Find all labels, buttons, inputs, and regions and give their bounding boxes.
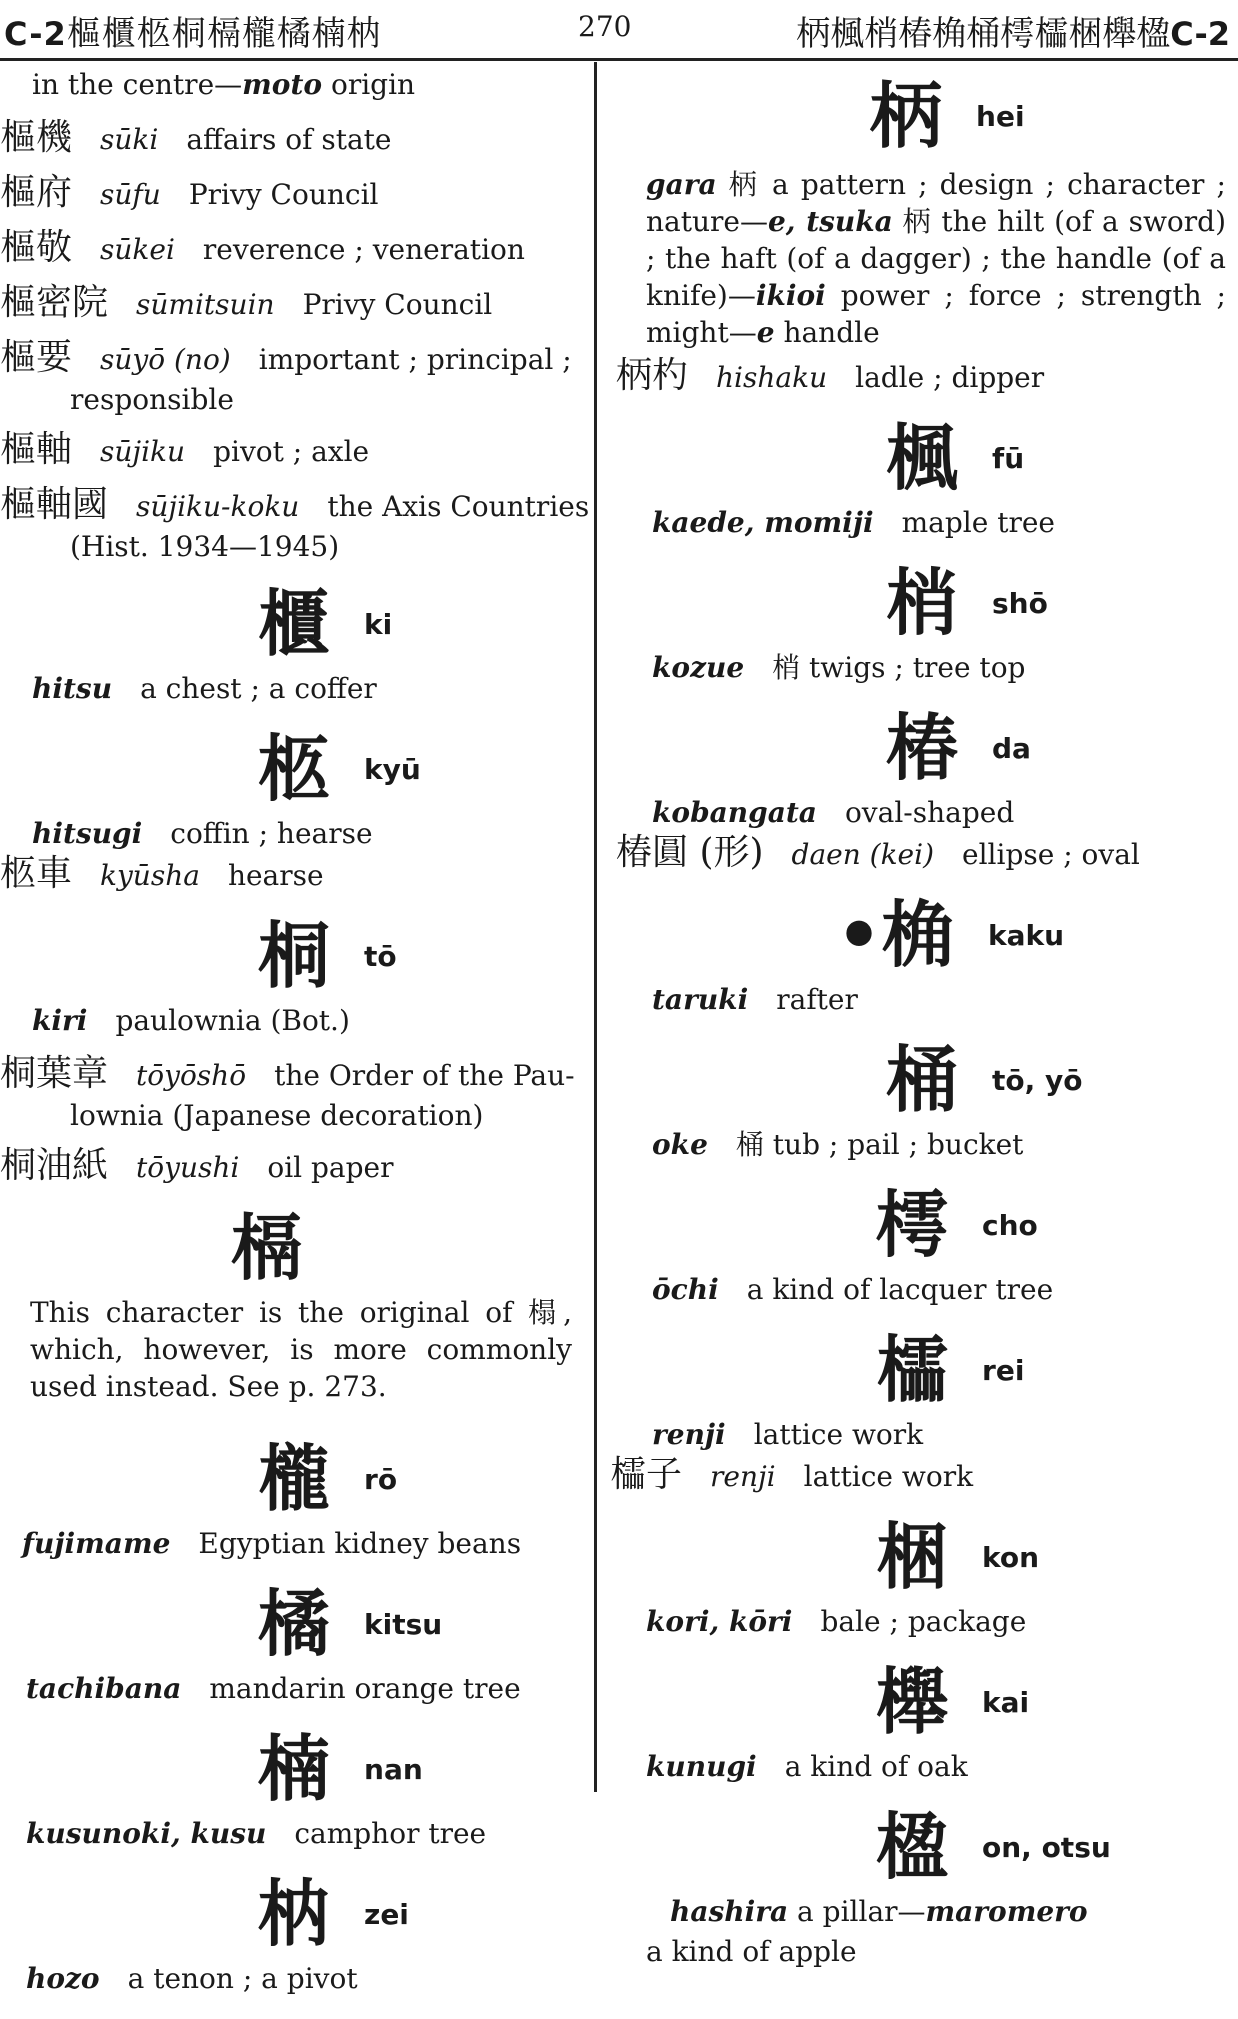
head-kanji: 梱: [876, 1514, 949, 1599]
definition-text: power ; force ; strength ; might—: [646, 279, 1226, 349]
column-divider: [594, 62, 597, 1792]
entry-head-to: [0, 910, 584, 1002]
compound-kanji: 樞軸國: [0, 484, 109, 525]
definition-headword: kori, kōri: [646, 1605, 793, 1638]
entry-head-kai: [610, 1656, 1230, 1748]
definition: [0, 670, 584, 708]
head-kanji: 槅: [230, 1205, 303, 1290]
compound-reading: sūki: [100, 123, 159, 156]
definition: [610, 1271, 1230, 1309]
compound-meaning: hearse: [227, 859, 324, 892]
compound-reading: sūyō (no): [100, 343, 231, 376]
definition: [610, 1748, 1230, 1786]
head-kanji: 楠: [258, 1726, 331, 1811]
definition-text: mandarin orange tree: [209, 1672, 521, 1705]
definition: [610, 981, 1230, 1019]
compound-kanji: 桐葉章: [0, 1053, 109, 1094]
compound-reading: sūfu: [100, 178, 161, 211]
definition-text: a pillar—: [788, 1895, 926, 1928]
head-kanji: 枘: [258, 1871, 331, 1956]
definition: [610, 1603, 1230, 1641]
compound-kanji: 柩車: [0, 853, 73, 894]
definition: [610, 794, 1230, 832]
definition-text: paulownia (Bot.): [115, 1004, 350, 1037]
definition: [0, 815, 584, 853]
compound-reading: sūmitsuin: [136, 288, 275, 321]
definition-headword: maromero: [925, 1895, 1088, 1928]
compound-entry: [610, 357, 1230, 397]
compound-kanji: 樞敬: [0, 227, 73, 268]
head-kanji: 橘: [258, 1581, 331, 1666]
entry-head-kaku: [610, 889, 1230, 981]
compound-kanji: 樞密院: [0, 282, 109, 323]
page-header: [0, 0, 1238, 61]
compound-entry: [0, 339, 584, 379]
head-reading: kaku: [988, 918, 1065, 952]
header-left-code: C-2: [4, 15, 67, 53]
head-kanji: 椿: [886, 705, 959, 790]
head-reading: hei: [976, 99, 1025, 133]
compound-entry: [0, 855, 584, 895]
definition-headword: tachibana: [26, 1672, 182, 1705]
definition: [610, 1416, 1230, 1454]
head-kanji: 梢: [886, 560, 959, 645]
definition-headword: gara: [646, 168, 717, 201]
compound-reading: sūkei: [100, 233, 175, 266]
compound-entry: [0, 119, 584, 159]
head-kanji: 櫃: [258, 581, 331, 666]
compound-reading: tōyōshō: [136, 1059, 247, 1092]
compound-kanji: 櫺子: [610, 1454, 683, 1495]
compound-reading: sūjiku-koku: [136, 490, 300, 523]
compound-meaning: pivot ; axle: [213, 435, 370, 468]
compound-meaning: the Axis Countries: [327, 490, 590, 523]
definition-headword: ōchi: [652, 1273, 719, 1306]
intro-headword: moto: [242, 68, 323, 101]
compound-meaning: important ; principal ;: [258, 343, 572, 376]
head-reading: da: [992, 731, 1031, 765]
compound-reading: kyūsha: [100, 859, 200, 892]
compound-kanji: 桐油紙: [0, 1145, 109, 1186]
head-kanji: 櫸: [876, 1659, 949, 1744]
head-reading: tō, yō: [992, 1063, 1083, 1097]
definition: [0, 1525, 584, 1563]
compound-kanji: 椿圓 (形): [616, 832, 764, 873]
compound-meaning: affairs of state: [186, 123, 392, 156]
head-reading: kyū: [364, 752, 421, 786]
definition-text: 桶 tub ; pail ; bucket: [735, 1128, 1024, 1161]
definition-text: maple tree: [901, 506, 1055, 539]
definition-headword: taruki: [652, 983, 749, 1016]
compound-meaning: reverence ; veneration: [202, 233, 525, 266]
head-reading: nan: [364, 1752, 423, 1786]
entry-head-cho: [610, 1179, 1230, 1271]
entry-head-nan: [0, 1723, 584, 1815]
definition-headword: hashira: [670, 1895, 789, 1928]
compound-entry: [0, 484, 590, 526]
left-column: [0, 66, 590, 2013]
definition: [0, 1815, 584, 1853]
entry-head-orig: [0, 1202, 584, 1294]
compound-meaning: oil paper: [267, 1151, 394, 1184]
definition-text: oval-shaped: [844, 796, 1015, 829]
compound-meaning: ladle ; dipper: [855, 361, 1045, 394]
definition-headword: kaede, momiji: [652, 506, 874, 539]
compound-kanji: 樞要: [0, 337, 73, 378]
head-kanji: •桷: [836, 892, 955, 977]
definition-text: Egyptian kidney beans: [198, 1527, 522, 1560]
definition-text: a kind of lacquer tree: [746, 1273, 1054, 1306]
definition: [0, 1960, 584, 1998]
compound-entry: [0, 1147, 584, 1187]
compound-continuation: responsible: [70, 383, 234, 416]
definition-continuation: a kind of apple: [646, 1935, 857, 1968]
entry-head-tokyo: [610, 1034, 1230, 1126]
definition: [0, 1670, 584, 1708]
definition-block: [610, 166, 1230, 351]
right-column: [610, 66, 1230, 1986]
head-kanji: 柩: [258, 726, 331, 811]
head-kanji: 櫺: [876, 1327, 949, 1412]
compound-meaning: Privy Council: [188, 178, 379, 211]
compound-continuation: (Hist. 1934—1945): [70, 530, 340, 563]
definition-headword: kiri: [32, 1004, 88, 1037]
compound-entry: [0, 229, 584, 269]
intro-meaning: origin: [322, 68, 416, 101]
head-reading: fū: [992, 441, 1025, 475]
header-left: [4, 6, 382, 55]
definition-headword: kobangata: [652, 796, 817, 829]
entry-head-kon: [610, 1511, 1230, 1603]
compound-reading: daen (kei): [791, 838, 935, 871]
definition-headword: hozo: [26, 1962, 100, 1995]
compound-kanji: 樞府: [0, 172, 73, 213]
definition-headword: hitsu: [32, 672, 113, 705]
head-kanji: 楹: [876, 1804, 949, 1889]
page-number: 270: [578, 10, 632, 43]
head-kanji: 楓: [886, 415, 959, 500]
compound-entry: [610, 1456, 1230, 1496]
definition-text: 柄 a pattern ; design ; character ; nature—: [646, 168, 1226, 238]
definition: [0, 1002, 584, 1040]
head-reading: rei: [982, 1353, 1025, 1387]
definition-text: a kind of oak: [784, 1750, 968, 1783]
compound-meaning: ellipse ; oval: [962, 838, 1140, 871]
definition-text: rafter: [776, 983, 858, 1016]
entry-head-da: [610, 702, 1230, 794]
definition-headword: kozue: [652, 651, 745, 684]
entry-head-zei: [0, 1868, 584, 1960]
definition-headword: e: [756, 316, 775, 349]
entry-head-kyu: [0, 723, 584, 815]
head-reading: kai: [982, 1685, 1030, 1719]
compound-kanji: 柄杓: [616, 355, 689, 396]
definition-headword: oke: [652, 1128, 708, 1161]
head-reading: shō: [992, 586, 1048, 620]
definition-text: a tenon ; a pivot: [127, 1962, 358, 1995]
head-reading: on, otsu: [982, 1830, 1111, 1864]
entry-head-rei: [610, 1324, 1230, 1416]
compound-entry: [0, 174, 584, 214]
head-reading: kitsu: [364, 1607, 443, 1641]
head-kanji: 樗: [876, 1182, 949, 1267]
head-kanji: 櫳: [258, 1436, 331, 1521]
entry-head-sho: [610, 557, 1230, 649]
entry-head-ro: [0, 1433, 584, 1525]
definition-headword: kunugi: [646, 1750, 757, 1783]
compound-continuation: lownia (Japanese decoration): [70, 1099, 484, 1132]
compound-entry: [0, 1055, 584, 1095]
definition-text: camphor tree: [294, 1817, 487, 1850]
compound-entry: [0, 431, 584, 471]
head-reading: kon: [982, 1540, 1040, 1574]
definition-text: 柄 the hilt (of a sword) ; the haft (of a dagger) ; the handle (of a knife)—: [646, 205, 1226, 312]
compound-reading: tōyushi: [136, 1151, 240, 1184]
compound-reading: renji: [710, 1460, 776, 1493]
head-kanji: 桶: [886, 1037, 959, 1122]
entry-head-kitsu: [0, 1578, 584, 1670]
compound-entry: [0, 284, 584, 324]
head-reading: zei: [364, 1897, 409, 1931]
entry-head-on: [610, 1801, 1230, 1893]
definition-text: lattice work: [753, 1418, 924, 1451]
entry-head-hei: [610, 66, 1230, 166]
compound-reading: sūjiku: [100, 435, 186, 468]
compound-entry: [610, 834, 1230, 874]
compound-meaning: the Order of the Pau-: [274, 1059, 575, 1092]
head-reading: cho: [982, 1208, 1038, 1242]
head-reading: tō: [364, 939, 397, 973]
definition-headword: hitsugi: [32, 817, 143, 850]
definition: [610, 504, 1230, 542]
intro-text: in the centre—: [32, 68, 243, 101]
compound-reading: hishaku: [716, 361, 828, 394]
definition: [610, 1126, 1230, 1164]
definition-headword: e, tsuka: [767, 205, 893, 238]
intro-line: [0, 66, 584, 104]
definition-text: 梢 twigs ; tree top: [772, 651, 1026, 684]
definition: [610, 1893, 1230, 1931]
compound-meaning: Privy Council: [302, 288, 493, 321]
definition: [610, 649, 1230, 687]
definition-text: a chest ; a coffer: [140, 672, 377, 705]
note-paragraph: This character is the original of 榻, which, however, is more commonly used instead. See p. 273.: [30, 1296, 572, 1403]
compound-kanji: 樞機: [0, 117, 73, 158]
head-kanji: 桐: [258, 913, 331, 998]
head-reading: rō: [364, 1462, 398, 1496]
definition-headword: renji: [652, 1418, 726, 1451]
entry-head-ki: [0, 578, 584, 670]
definition-text: coffin ; hearse: [170, 817, 373, 850]
head-kanji: 柄: [870, 73, 943, 158]
definition-headword: ikioi: [755, 279, 826, 312]
head-reading: ki: [364, 607, 393, 641]
compound-kanji: 樞軸: [0, 429, 73, 470]
header-right-code: C-2: [1170, 15, 1230, 53]
header-right-chars: 柄楓梢椿桷桶樗櫺梱櫸楹: [796, 14, 1171, 54]
definition-headword: kusunoki, kusu: [26, 1817, 267, 1850]
definition-headword: fujimame: [22, 1527, 171, 1560]
compound-meaning: lattice work: [803, 1460, 974, 1493]
header-right: [796, 6, 1230, 55]
entry-head-fu: [610, 412, 1230, 504]
header-left-chars: 樞櫃柩桐槅櫳橘楠枘: [66, 14, 382, 54]
definition-text: handle: [774, 316, 880, 349]
definition-text: bale ; package: [820, 1605, 1027, 1638]
